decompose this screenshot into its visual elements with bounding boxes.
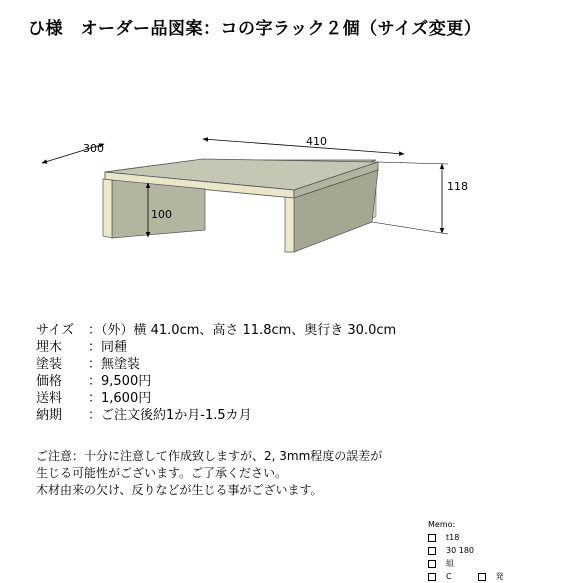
spec-row-plug [36, 339, 396, 356]
spec-list [36, 322, 396, 424]
checkbox-icon[interactable] [428, 573, 436, 581]
page-title: ひ様 オーダー品図案：コの字ラック２個（サイズ変更） [28, 19, 482, 39]
spec-value: ：（外）横 41.0cm、高さ 11.8cm、奥行き 30.0cm [88, 323, 397, 338]
note-line: 生じる可能性がございます。ご了承ください。 [36, 466, 288, 480]
spec-value: ：同種 [88, 340, 128, 355]
height-label: 118 [447, 180, 468, 193]
memo-item [428, 570, 504, 583]
caution-notes [36, 448, 382, 499]
checkbox-icon[interactable] [428, 534, 436, 542]
spec-value: ：1,600円 [88, 391, 152, 406]
left-leg-edge [103, 179, 112, 238]
memo-item [428, 531, 504, 544]
spec-row-shipping [36, 390, 396, 407]
right-leg-edge [285, 197, 294, 252]
spec-value: ：ご注文後約1か月-1.5カ月 [88, 408, 252, 423]
width-label: 410 [306, 135, 327, 148]
checkbox-icon[interactable] [428, 547, 436, 555]
memo-item-label: C [446, 572, 452, 581]
memo-box [428, 518, 504, 583]
memo-item-label: 組 [446, 559, 454, 568]
memo-item [428, 557, 504, 570]
note-line: ご注意：十分に注意して作成致しますが、2, 3mm程度の誤差が [36, 449, 383, 463]
depth-label: 300 [83, 142, 104, 155]
inner-height-label: 100 [151, 208, 172, 221]
memo-item [428, 544, 504, 557]
spec-row-delivery [36, 407, 396, 424]
spec-label: 塗装 [36, 357, 63, 372]
spec-value: ：9,500円 [88, 374, 152, 389]
memo-item-label: 発 [495, 572, 504, 581]
spec-label: 埋木 [36, 340, 63, 355]
spec-row-finish [36, 356, 396, 373]
checkbox-icon[interactable] [478, 573, 486, 581]
spec-label: 価格 [36, 374, 63, 389]
spec-label: 送料 [36, 391, 63, 406]
memo-item-label: t18 [446, 533, 460, 542]
spec-label: サイズ [36, 323, 74, 338]
checkbox-icon[interactable] [428, 560, 436, 568]
spec-row-price [36, 373, 396, 390]
note-line: 木材由来の欠け、反りなどが生じる事がございます。 [36, 483, 323, 497]
spec-row-size [36, 322, 396, 339]
memo-item-label: 30 180 [446, 546, 474, 555]
spec-value: ：無塗装 [88, 357, 141, 372]
memo-title: Memo: [428, 520, 456, 529]
spec-label: 納期 [36, 408, 63, 423]
